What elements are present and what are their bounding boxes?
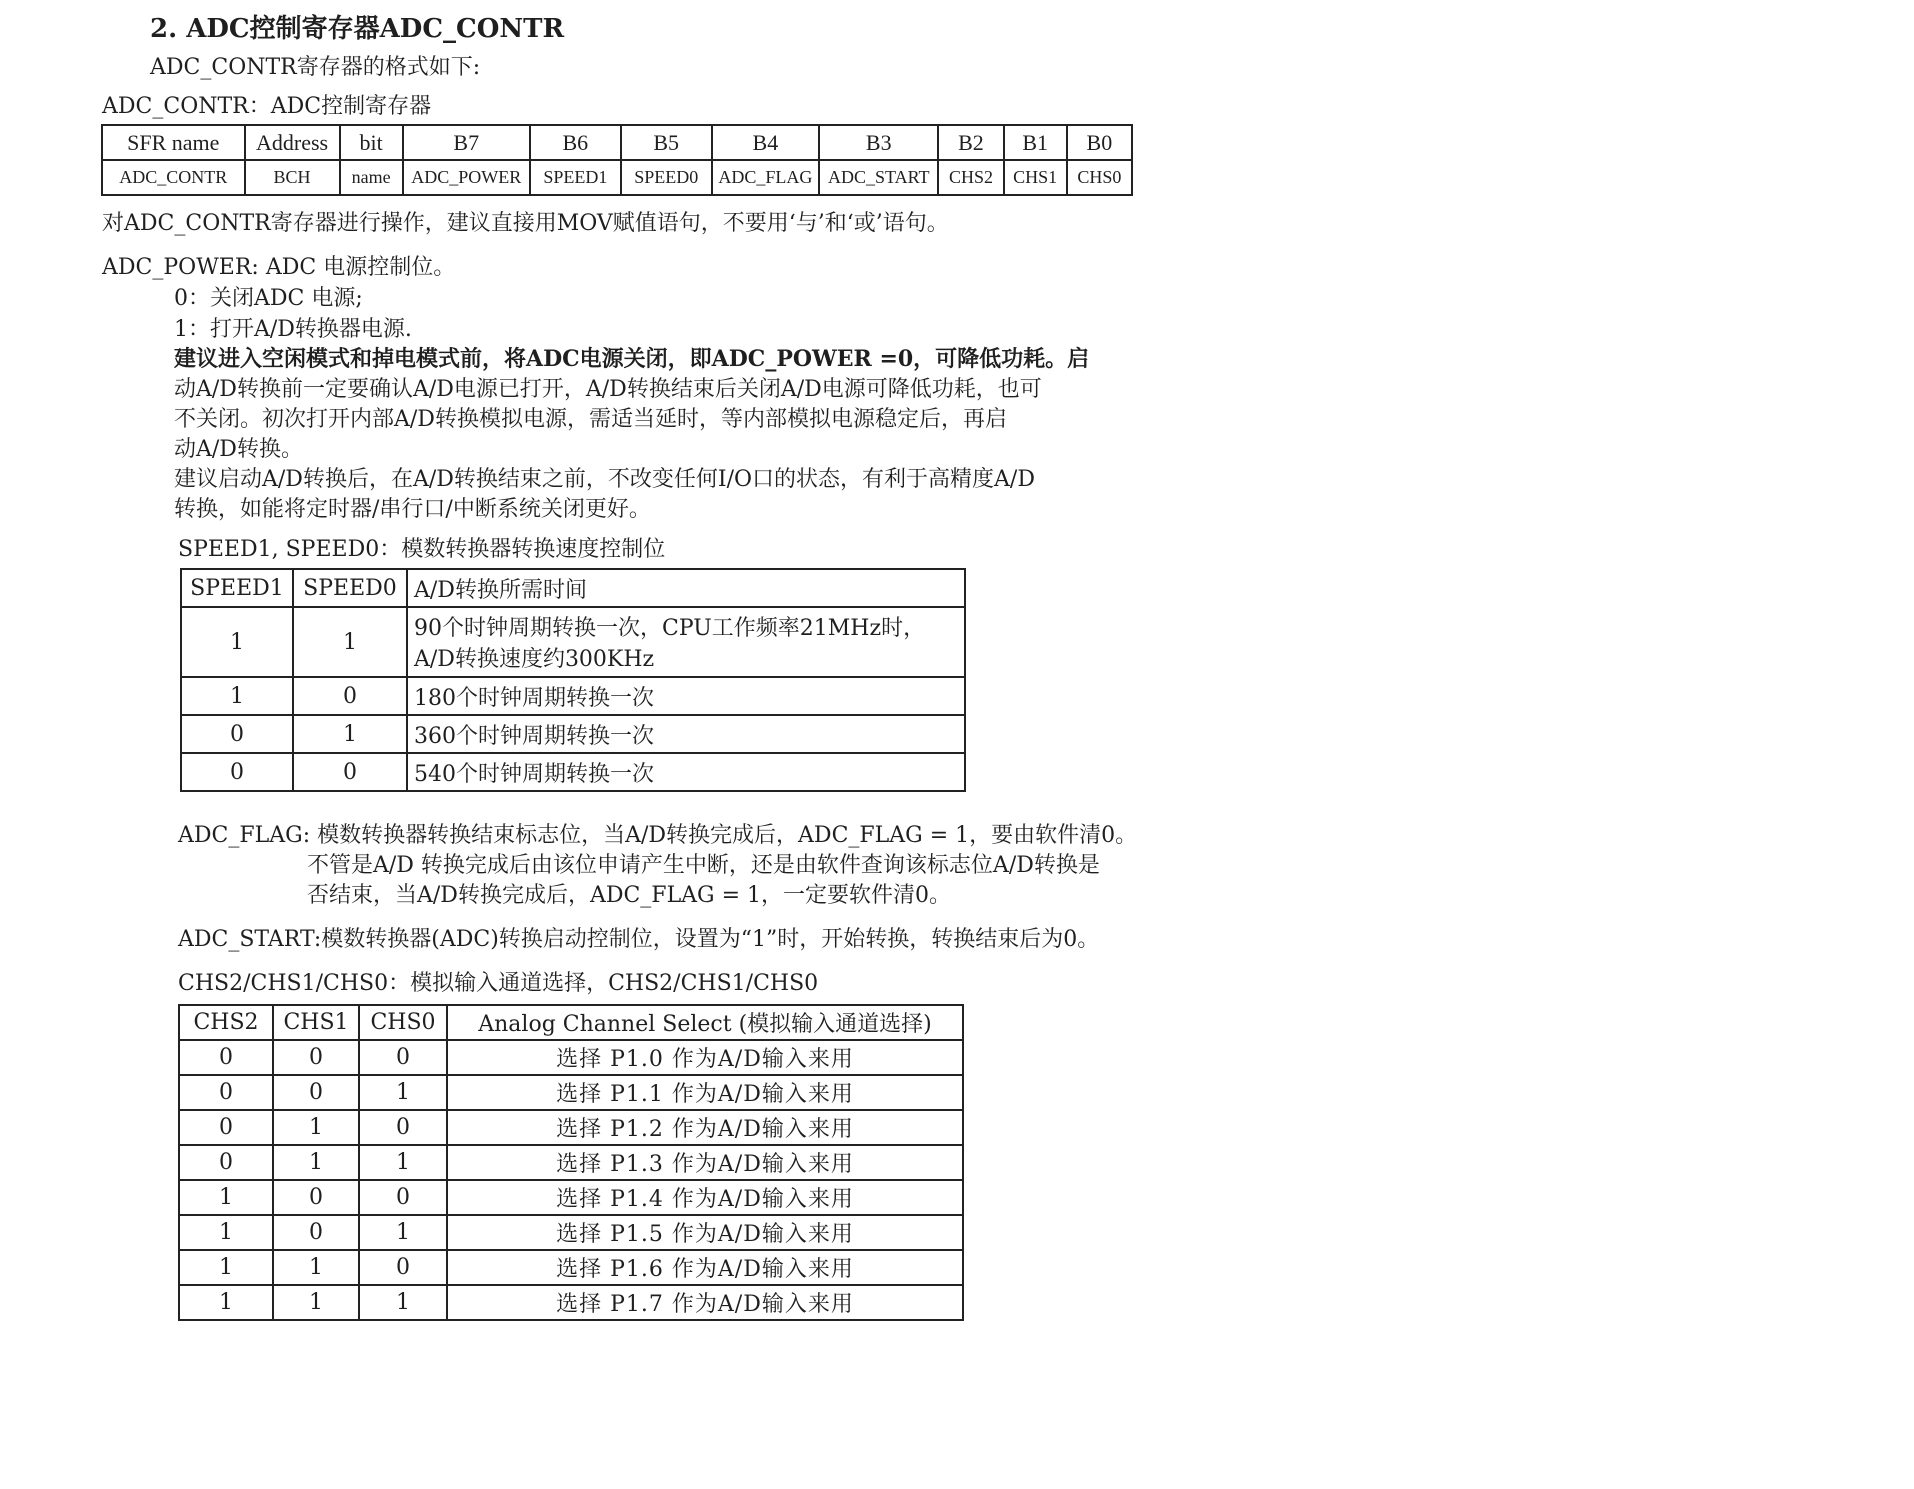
channel-select-cell: 选择 P1.2 作为A/D输入来用 — [447, 1110, 963, 1145]
chs1-cell: 1 — [273, 1145, 359, 1180]
speed-desc-cell: 540个时钟周期转换一次 — [407, 753, 965, 791]
channel-header-cell: CHS1 — [273, 1005, 359, 1040]
reg-value-cell: CHS2 — [938, 160, 1003, 195]
chs0-cell: 0 — [359, 1110, 447, 1145]
register-caption: ADC_CONTR：ADC控制寄存器 — [102, 94, 432, 119]
channel-select-cell: 选择 P1.5 作为A/D输入来用 — [447, 1215, 963, 1250]
speed-desc-cell: 360个时钟周期转换一次 — [407, 715, 965, 753]
reg-header-cell: B0 — [1067, 125, 1132, 160]
speed0-cell: 1 — [293, 715, 407, 753]
register-table — [101, 124, 1133, 196]
adc-power-line6: 转换，如能将定时器/串行口/中断系统关闭更好。 — [174, 497, 651, 522]
reg-value-cell: ADC_START — [819, 160, 938, 195]
reg-header-cell: B1 — [1004, 125, 1067, 160]
adc-start-line: ADC_START:模数转换器(ADC)转换启动控制位，设置为“1”时，开始转换，转换结束后为0。 — [178, 927, 1100, 952]
table-row — [181, 715, 965, 753]
channel-select-cell: 选择 P1.7 作为A/D输入来用 — [447, 1285, 963, 1320]
reg-header-cell: bit — [340, 125, 403, 160]
chs1-cell: 1 — [273, 1285, 359, 1320]
speed1-cell: 0 — [181, 715, 293, 753]
channel-select-cell: 选择 P1.4 作为A/D输入来用 — [447, 1180, 963, 1215]
channel-header-cell: Analog Channel Select (模拟输入通道选择) — [447, 1005, 963, 1040]
chs1-cell: 0 — [273, 1075, 359, 1110]
channel-header-cell: CHS2 — [179, 1005, 273, 1040]
chs0-cell: 1 — [359, 1285, 447, 1320]
chs2-cell: 0 — [179, 1145, 273, 1180]
speed-desc-line: A/D转换速度约300KHz — [414, 647, 655, 672]
adc-flag-line1: ADC_FLAG: 模数转换器转换结束标志位，当A/D转换完成后，ADC_FLAG = 1，要由软件清0。 — [178, 823, 1138, 848]
speed-desc-cell — [407, 607, 965, 677]
chs2-cell: 1 — [179, 1215, 273, 1250]
register-header-row — [102, 125, 1132, 160]
speed-header-cell: A/D转换所需时间 — [407, 569, 965, 607]
table-row — [181, 607, 965, 677]
speed0-cell: 0 — [293, 677, 407, 715]
adc-flag-line3: 否结束，当A/D转换完成后，ADC_FLAG = 1，一定要软件清0。 — [307, 883, 952, 908]
reg-value-cell: CHS1 — [1004, 160, 1067, 195]
reg-header-cell: Address — [245, 125, 340, 160]
table-row — [181, 753, 965, 791]
reg-header-cell: B3 — [819, 125, 938, 160]
channel-select-cell: 选择 P1.0 作为A/D输入来用 — [447, 1040, 963, 1075]
adc-power-line4: 动A/D转换。 — [174, 437, 303, 462]
table-row — [179, 1075, 963, 1110]
reg-value-cell: ADC_CONTR — [102, 160, 245, 195]
adc-power-line2: 动A/D转换前一定要确认A/D电源已打开，A/D转换结束后关闭A/D电源可降低功耗，也可 — [174, 377, 1042, 402]
speed1-cell: 0 — [181, 753, 293, 791]
chs0-cell: 1 — [359, 1075, 447, 1110]
adc-power-line3: 不关闭。初次打开内部A/D转换模拟电源，需适当延时，等内部模拟电源稳定后，再启 — [174, 407, 1007, 432]
adc-power-opt1: 1：打开A/D转换器电源. — [174, 317, 412, 342]
chs2-cell: 1 — [179, 1180, 273, 1215]
reg-header-cell: SFR name — [102, 125, 245, 160]
reg-value-cell: name — [340, 160, 403, 195]
adc-power-line1: 建议进入空闲模式和掉电模式前，将ADC电源关闭，即ADC_POWER =0，可降低功耗。启 — [174, 346, 1090, 372]
reg-value-cell: SPEED1 — [530, 160, 621, 195]
table-row — [179, 1180, 963, 1215]
chs1-cell: 0 — [273, 1215, 359, 1250]
speed-header-cell: SPEED0 — [293, 569, 407, 607]
channel-table — [178, 1004, 964, 1321]
table-row — [179, 1110, 963, 1145]
table-row — [179, 1250, 963, 1285]
speed-header-cell: SPEED1 — [181, 569, 293, 607]
reg-header-cell: B4 — [712, 125, 819, 160]
chs2-cell: 1 — [179, 1250, 273, 1285]
chs2-cell: 0 — [179, 1110, 273, 1145]
table-row — [179, 1145, 963, 1180]
reg-value-cell: SPEED0 — [621, 160, 712, 195]
adc-power-opt0: 0：关闭ADC 电源; — [174, 286, 363, 311]
reg-header-cell: B6 — [530, 125, 621, 160]
chs0-cell: 0 — [359, 1040, 447, 1075]
speed-title: SPEED1, SPEED0：模数转换器转换速度控制位 — [178, 537, 666, 562]
chs0-cell: 1 — [359, 1145, 447, 1180]
reg-value-cell: CHS0 — [1067, 160, 1132, 195]
speed-desc-line: 90个时钟周期转换一次，CPU工作频率21MHz时， — [414, 616, 926, 641]
channel-select-cell: 选择 P1.1 作为A/D输入来用 — [447, 1075, 963, 1110]
chs0-cell: 1 — [359, 1215, 447, 1250]
speed0-cell: 0 — [293, 753, 407, 791]
adc-flag-line2: 不管是A/D 转换完成后由该位申请产生中断，还是由软件查询该标志位A/D转换是 — [307, 853, 1100, 878]
speed-table — [180, 568, 966, 792]
chs1-cell: 0 — [273, 1040, 359, 1075]
chs2-cell: 0 — [179, 1075, 273, 1110]
chs0-cell: 0 — [359, 1180, 447, 1215]
section-title: 2. ADC控制寄存器ADC_CONTR — [150, 14, 565, 44]
reg-value-cell: ADC_FLAG — [712, 160, 819, 195]
speed1-cell: 1 — [181, 677, 293, 715]
mov-note: 对ADC_CONTR寄存器进行操作，建议直接用MOV赋值语句，不要用‘与’和‘或’语句。 — [102, 211, 949, 236]
table-row — [179, 1215, 963, 1250]
register-value-row — [102, 160, 1132, 195]
table-row — [179, 1285, 963, 1320]
chs2-cell: 0 — [179, 1040, 273, 1075]
channel-select-cell: 选择 P1.6 作为A/D输入来用 — [447, 1250, 963, 1285]
chs2-cell: 1 — [179, 1285, 273, 1320]
speed1-cell: 1 — [181, 607, 293, 677]
reg-header-cell: B2 — [938, 125, 1003, 160]
table-row — [179, 1040, 963, 1075]
speed0-cell: 1 — [293, 607, 407, 677]
chs1-cell: 1 — [273, 1110, 359, 1145]
reg-header-cell: B7 — [403, 125, 530, 160]
channel-select-cell: 选择 P1.3 作为A/D输入来用 — [447, 1145, 963, 1180]
table-row — [181, 677, 965, 715]
channel-header-row — [179, 1005, 963, 1040]
adc-power-title: ADC_POWER: ADC 电源控制位。 — [102, 255, 456, 280]
chs1-cell: 0 — [273, 1180, 359, 1215]
channel-title: CHS2/CHS1/CHS0：模拟输入通道选择，CHS2/CHS1/CHS0 — [178, 971, 819, 996]
adc-power-line5: 建议启动A/D转换后，在A/D转换结束之前，不改变任何I/O口的状态，有利于高精度A/D — [174, 467, 1035, 492]
chs0-cell: 0 — [359, 1250, 447, 1285]
reg-value-cell: BCH — [245, 160, 340, 195]
speed-header-row — [181, 569, 965, 607]
format-intro: ADC_CONTR寄存器的格式如下: — [150, 55, 481, 80]
reg-header-cell: B5 — [621, 125, 712, 160]
channel-header-cell: CHS0 — [359, 1005, 447, 1040]
chs1-cell: 1 — [273, 1250, 359, 1285]
speed-desc-cell: 180个时钟周期转换一次 — [407, 677, 965, 715]
reg-value-cell: ADC_POWER — [403, 160, 530, 195]
